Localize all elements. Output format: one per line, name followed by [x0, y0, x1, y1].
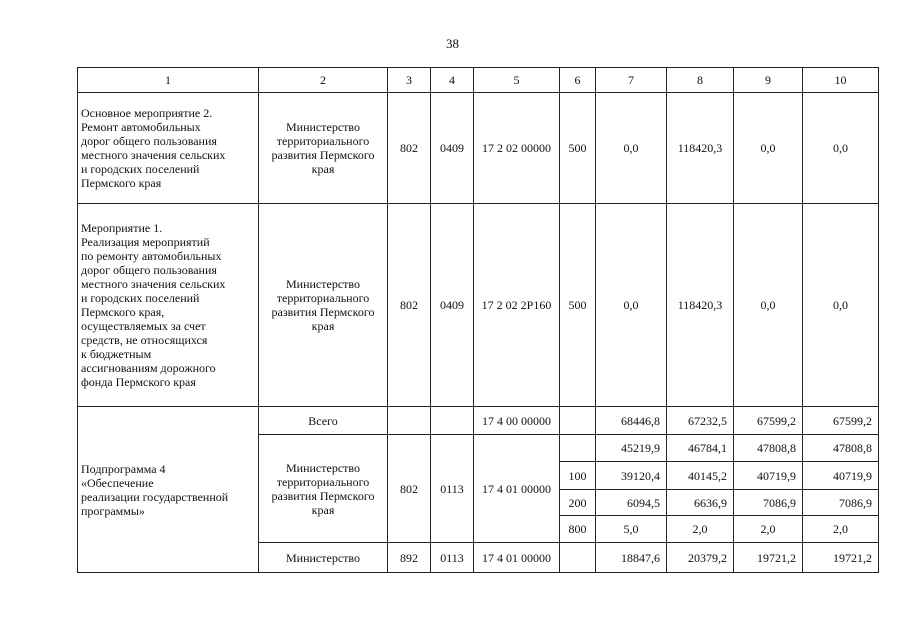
value-col8: 118420,3: [667, 204, 734, 407]
value-col8: 46784,1: [667, 435, 734, 462]
col-header: 6: [560, 68, 596, 93]
col-header: 1: [78, 68, 259, 93]
value-col7: 0,0: [596, 204, 667, 407]
value-col7: 5,0: [596, 516, 667, 543]
vr-code: [560, 435, 596, 462]
value-col9: 19721,2: [734, 543, 803, 573]
value-col9: 0,0: [734, 93, 803, 204]
vr-code: [560, 407, 596, 435]
value-col10: 40719,9: [803, 462, 879, 490]
col-header: 5: [474, 68, 560, 93]
rzpr-code: 0409: [431, 204, 474, 407]
value-col10: 0,0: [803, 204, 879, 407]
value-col7: 45219,9: [596, 435, 667, 462]
value-col9: 67599,2: [734, 407, 803, 435]
col-header: 10: [803, 68, 879, 93]
rzpr-code: 0409: [431, 93, 474, 204]
value-col10: 47808,8: [803, 435, 879, 462]
vr-code: 800: [560, 516, 596, 543]
value-col7: 18847,6: [596, 543, 667, 573]
value-col9: 47808,8: [734, 435, 803, 462]
value-col10: 67599,2: [803, 407, 879, 435]
value-col10: 19721,2: [803, 543, 879, 573]
total-label: Всего: [259, 407, 388, 435]
value-col8: 2,0: [667, 516, 734, 543]
vr-code: 100: [560, 462, 596, 490]
value-col9: 2,0: [734, 516, 803, 543]
col-header: 2: [259, 68, 388, 93]
executor: Министерство территориального развития Пермского края: [259, 435, 388, 543]
page-number: 38: [446, 36, 459, 51]
table-row: [78, 93, 879, 204]
rzpr-code: 0113: [431, 543, 474, 573]
grbs-code: 802: [388, 93, 431, 204]
value-col7: 0,0: [596, 93, 667, 204]
value-col8: 67232,5: [667, 407, 734, 435]
measure-name: Основное мероприятие 2. Ремонт автомобильных дорог общего пользования местного значения сельских и городских поселений Пермского края: [78, 93, 259, 204]
col-header: 8: [667, 68, 734, 93]
value-col7: 6094,5: [596, 490, 667, 516]
header-row: [78, 68, 879, 93]
col-header: 4: [431, 68, 474, 93]
value-col9: 7086,9: [734, 490, 803, 516]
value-col9: 40719,9: [734, 462, 803, 490]
csr-code: 17 4 00 00000: [474, 407, 560, 435]
value-col10: 2,0: [803, 516, 879, 543]
value-col7: 68446,8: [596, 407, 667, 435]
csr-code: 17 2 02 00000: [474, 93, 560, 204]
grbs-code: 892: [388, 543, 431, 573]
rzpr-code: 0113: [431, 435, 474, 543]
value-col8: 6636,9: [667, 490, 734, 516]
executor: Министерство территориального развития Пермского края: [259, 204, 388, 407]
value-col10: 0,0: [803, 93, 879, 204]
col-header: 7: [596, 68, 667, 93]
csr-code: 17 2 02 2Р160: [474, 204, 560, 407]
value-col8: 40145,2: [667, 462, 734, 490]
table-row-total: [78, 407, 879, 435]
grbs-code: 802: [388, 204, 431, 407]
executor: Министерство: [259, 543, 388, 573]
grbs-code: [388, 407, 431, 435]
col-header: 3: [388, 68, 431, 93]
vr-code: [560, 543, 596, 573]
vr-code: 500: [560, 204, 596, 407]
value-col8: 20379,2: [667, 543, 734, 573]
executor: Министерство территориального развития Пермского края: [259, 93, 388, 204]
grbs-code: 802: [388, 435, 431, 543]
value-col10: 7086,9: [803, 490, 879, 516]
value-col7: 39120,4: [596, 462, 667, 490]
value-col9: 0,0: [734, 204, 803, 407]
csr-code: 17 4 01 00000: [474, 543, 560, 573]
vr-code: 500: [560, 93, 596, 204]
csr-code: 17 4 01 00000: [474, 435, 560, 543]
value-col8: 118420,3: [667, 93, 734, 204]
col-header: 9: [734, 68, 803, 93]
subprogram-name: Подпрограмма 4 «Обеспечение реализации государственной программы»: [78, 407, 259, 573]
table-row: [78, 204, 879, 407]
rzpr-code: [431, 407, 474, 435]
measure-name: Мероприятие 1. Реализация мероприятий по ремонту автомобильных дорог общего пользования местного значения сельских и городских поселений Пермского края, осуществляемых за счет средств, не относящихся к бюджетным ассигнованиям дорожного фонда Пермского края: [78, 204, 259, 407]
budget-table: [77, 67, 879, 573]
vr-code: 200: [560, 490, 596, 516]
